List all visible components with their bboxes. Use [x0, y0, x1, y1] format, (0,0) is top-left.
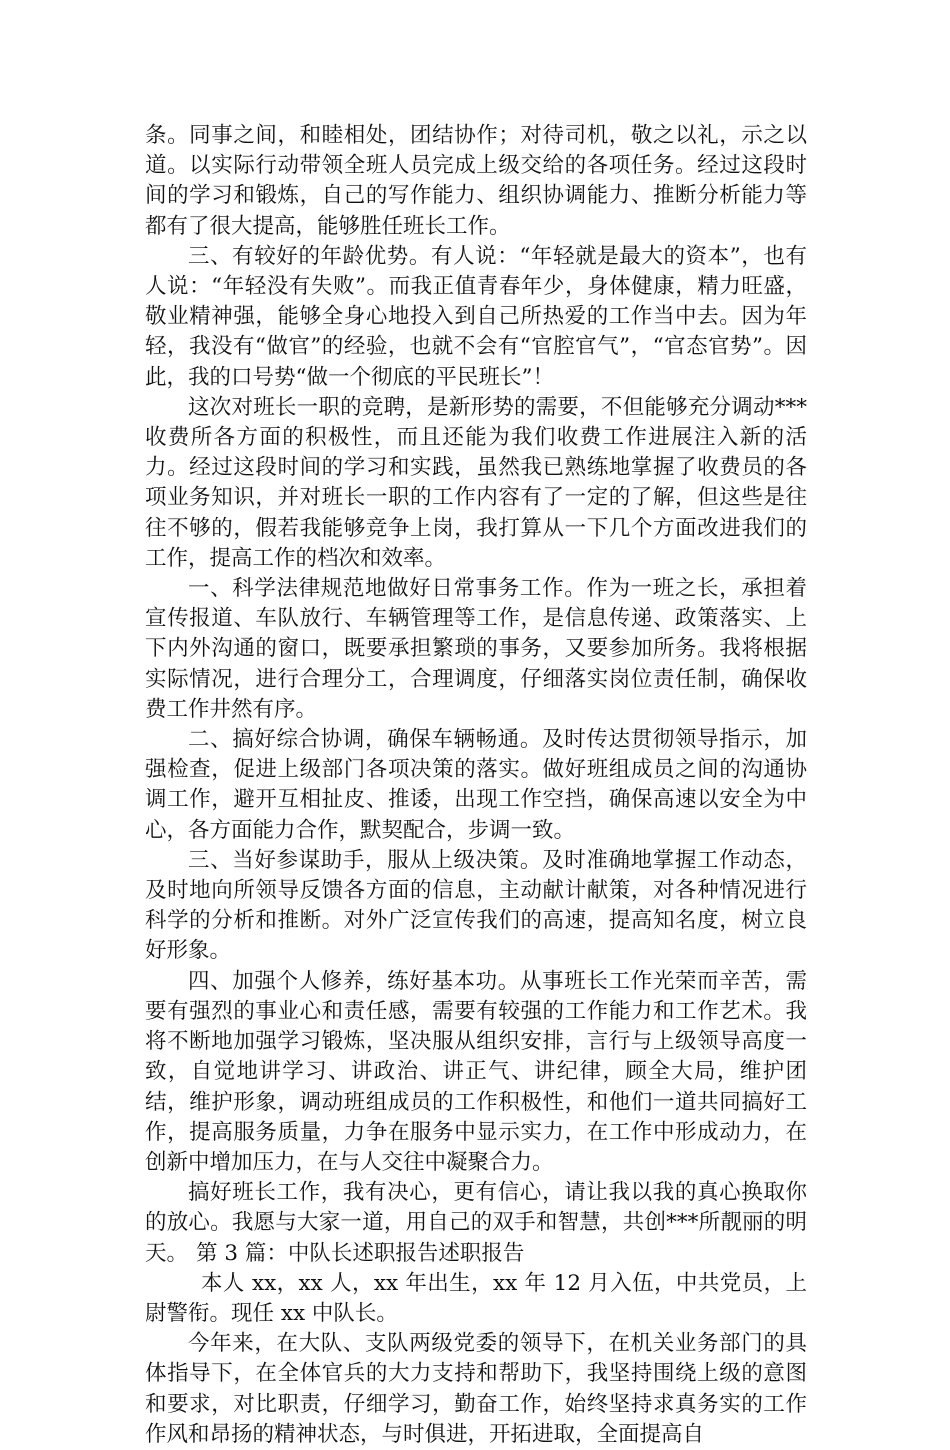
paragraph-7: 四、加强个人修养，练好基本功。从事班长工作光荣而辛苦，需要有强烈的事业心和责任感，需要有较强的工作能力和工作艺术。我将不断地加强学习锻炼，坚决服从组织安排，言行与上级领导高度一致，自觉地讲学习、讲政治、讲正气、讲纪律，顾全大局，维护团结，维护形象，调动班组成员的工作积极性，和他们一道共同搞好工作，提高服务质量，力争在服务中显示实力，在工作中形成动力，在创新中增加压力，在与人交往中凝聚合力。	[145, 968, 807, 1175]
paragraph-4: 一、科学法律规范地做好日常事务工作。作为一班之长，承担着宣传报道、车队放行、车辆管理等工作，是信息传递、政策落实、上下内外沟通的窗口，既要承担繁琐的事务，又要参加所务。我将根据实际情况，进行合理分工，合理调度，仔细落实岗位责任制，确保收费工作井然有序。	[145, 576, 807, 722]
paragraph-2: 三、有较好的年龄优势。有人说：“年轻就是最大的资本”，也有人说：“年轻没有失败”。而我正值青春年少，身体健康，精力旺盛，敬业精神强，能够全身心地投入到自己所热爱的工作当中去。因为年轻，我没有“做官”的经验，也就不会有“官腔官气”，“官态官势”。因此，我的口号势“做一个彻底的平民班长”！	[145, 243, 807, 390]
paragraph-8-text: 搞好班长工作，我有决心，更有信心，请让我以我的真心换取你的放心。我愿与大家一道，用自己的双手和智慧，共创***所靓丽的明天。	[145, 1180, 807, 1266]
chapter-heading: 第 3 篇：中队长述职报告述职报告	[196, 1240, 525, 1266]
paragraph-6: 三、当好参谋助手，服从上级决策。及时准确地掌握工作动态，及时地向所领导反馈各方面的信息，主动献计献策，对各种情况进行科学的分析和推断。对外广泛宣传我们的高速，提高知名度，树立良好形象。	[145, 847, 807, 964]
paragraph-1: 条。同事之间，和睦相处，团结协作；对待司机，敬之以礼，示之以道。以实际行动带领全班人员完成上级交给的各项任务。经过这段时间的学习和锻炼，自己的写作能力、组织协调能力、推断分析能力等都有了很大提高，能够胜任班长工作。	[145, 123, 807, 239]
paragraph-3: 这次对班长一职的竞聘，是新形势的需要，不但能够充分调动***收费所各方面的积极性，而且还能为我们收费工作进展注入新的活力。经过这段时间的学习和实践，虽然我已熟练地掌握了收费员的各项业务知识，并对班长一职的工作内容有了一定的了解，但这些是往往不够的，假若我能够竞争上岗，我打算从一下几个方面改进我们的工作，提高工作的档次和效率。	[145, 394, 807, 571]
document-body	[145, 121, 807, 1450]
paragraph-9: 本人 xx，xx 人，xx 年出生，xx 年 12 月入伍，中共党员，上尉警衔。现任 xx 中队长。	[145, 1270, 807, 1326]
paragraph-10: 今年来，在大队、支队两级党委的领导下，在机关业务部门的具体指导下，在全体官兵的大力支持和帮助下，我坚持围绕上级的意图和要求，对比职责，仔细学习，勤奋工作，始终坚持求真务实的工作作风和昂扬的精神状态，与时俱进，开拓进取，全面提高自	[145, 1331, 807, 1447]
paragraph-5: 二、搞好综合协调，确保车辆畅通。及时传达贯彻领导指示，加强检查，促进上级部门各项决策的落实。做好班组成员之间的沟通协调工作，避开互相扯皮、推诿，出现工作空挡，确保高速以安全为中心，各方面能力合作，默契配合，步调一致。	[145, 727, 807, 843]
paragraph-8	[145, 1178, 807, 1269]
